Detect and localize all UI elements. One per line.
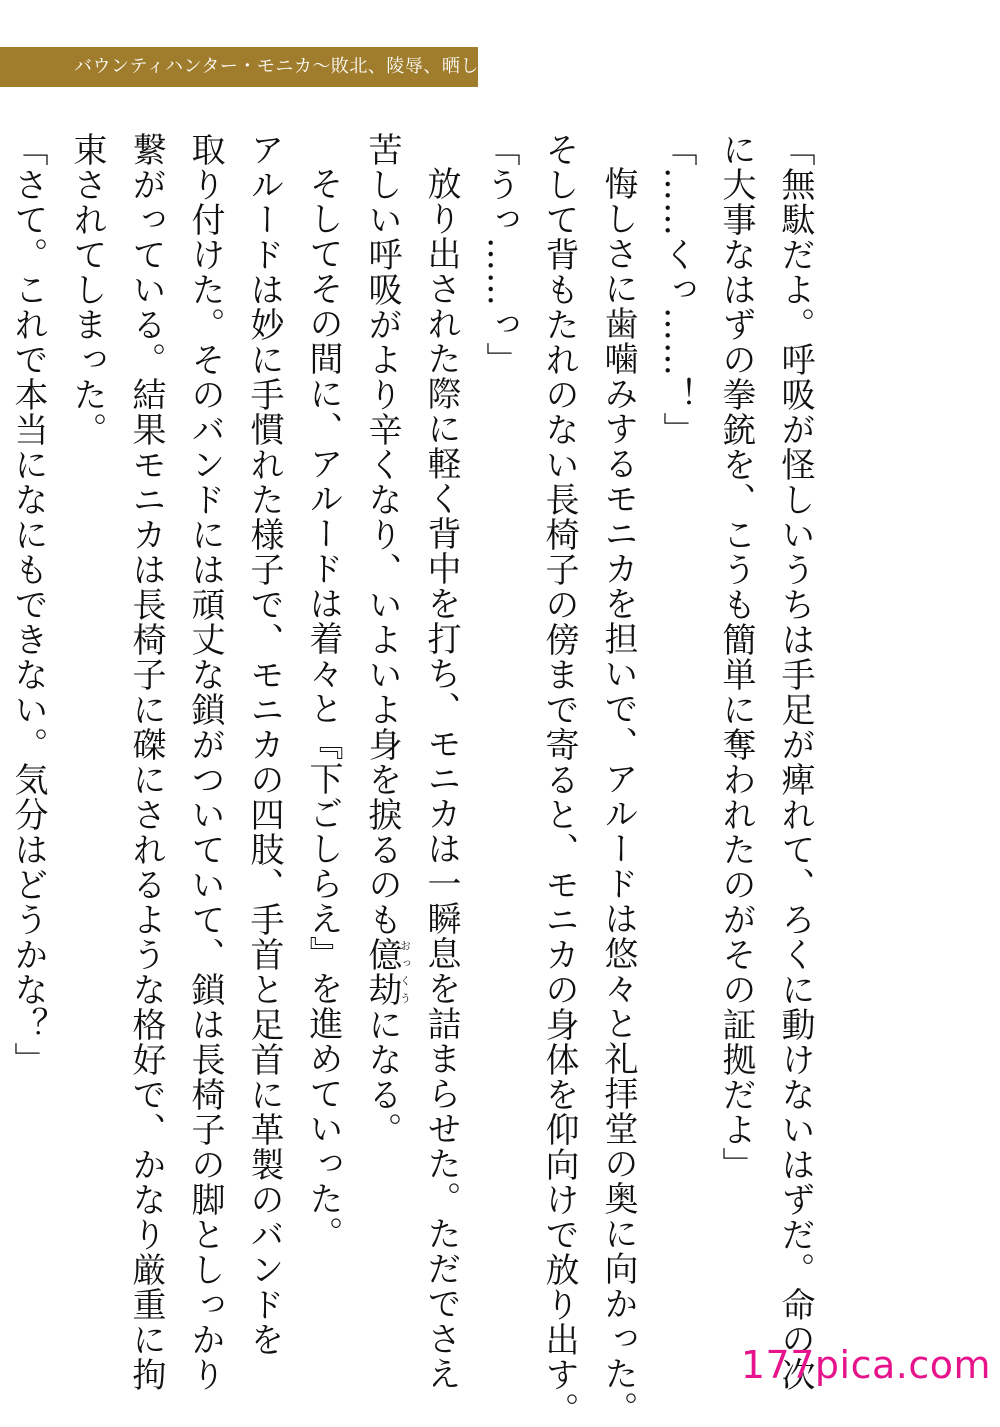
paragraph-line: 束されてしまった。	[67, 132, 107, 447]
paragraph-line: 放り出された際に軽く背中を打ち、モニカは一瞬息を詰まらせた。ただでさえ	[421, 166, 461, 1391]
paragraph-line: 「無駄だよ。呼吸が怪しいうちは手足が痺れて、ろくに動けないはずだ。命の次	[775, 132, 815, 1392]
paragraph-line: 「さて。これで本当になにもできない。気分はどうかな？」	[8, 132, 48, 1077]
paragraph-line: 取り付けた。そのバンドには頑丈な鎖がついていて、鎖は長椅子の脚としっかり	[185, 132, 225, 1392]
header-bar	[0, 47, 516, 87]
paragraph-line: 「うっ……っ」	[480, 132, 520, 377]
novel-text-body	[8, 132, 824, 1427]
ruby-reading: おっくう	[398, 937, 412, 1007]
paragraph-line: そしてその間に、アルードは着々と『下ごしらえ』を進めていった。	[303, 166, 343, 1251]
paragraph-line: アルードは妙に手慣れた様子で、モニカの四肢、手首と足首に革製のバンドを	[244, 132, 284, 1357]
ruby-base: 億劫	[362, 937, 402, 1007]
paragraph-line: 「……くっ……！」	[657, 132, 697, 447]
watermark-text: 177pica.com	[740, 1343, 991, 1387]
paragraph-line: に大事なはずの拳銃を、こうも簡単に奪われたのがその証拠だよ」	[716, 132, 756, 1182]
paragraph-line	[352, 132, 411, 1362]
line-text: 苦しい呼吸がより辛くなり、いよいよ身を捩るのも	[362, 132, 402, 937]
paragraph-line: そして背もたれのない長椅子の傍まで寄ると、モニカの身体を仰向けで放り出す。	[539, 132, 579, 1427]
furigana-word	[362, 937, 412, 1007]
paragraph-line: 悔しさに歯噛みするモニカを担いで、アルードは悠々と礼拝堂の奥に向かった。	[598, 166, 638, 1426]
line-text: になる。	[362, 1007, 402, 1147]
running-header-title: バウンティハンター・モニカ〜敗北、陵辱、晒し者〜	[74, 56, 516, 77]
paragraph-line: 繋がっている。結果モニカは長椅子に磔にされるような格好で、かなり厳重に拘	[126, 132, 166, 1392]
